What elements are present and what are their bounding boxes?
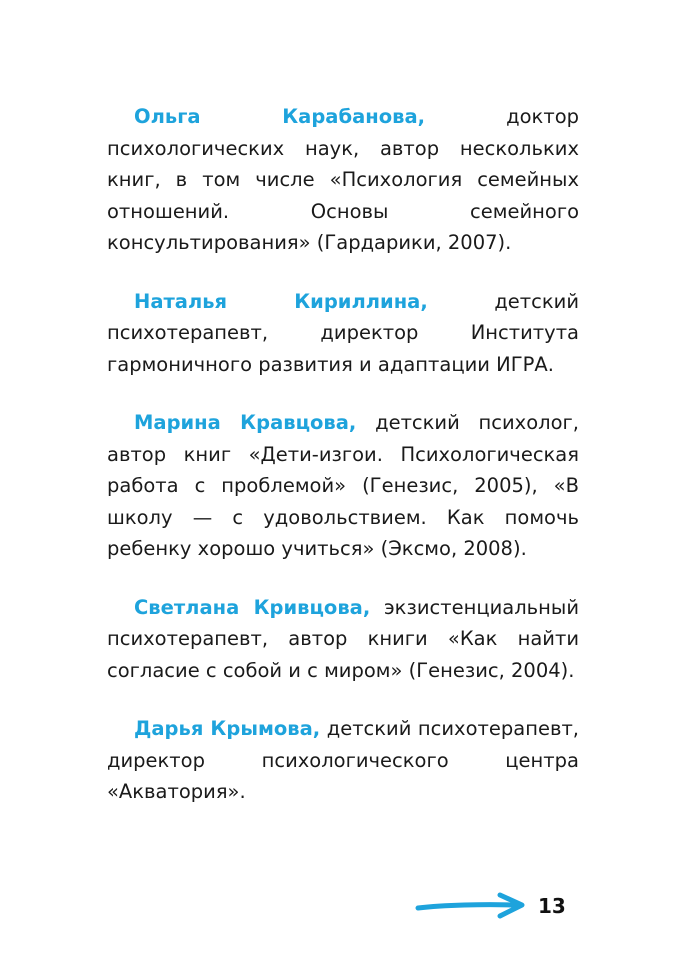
contributor-name: Марина Кравцова,: [134, 411, 357, 434]
contributor-entry: [107, 101, 579, 259]
contributors-list: [107, 101, 579, 835]
contributor-name: Дарья Крымова,: [134, 717, 321, 740]
contributor-description: детский психотерапевт, директор Института гармоничного развития и адаптации ИГРА.: [107, 289, 579, 376]
contributor-description: детский психотерапевт, директор психологического центра «Акватория».: [107, 717, 579, 803]
contributor-entry: [107, 407, 579, 565]
right-arrow-icon: [414, 891, 526, 921]
contributor-description: доктор психологических наук, автор нескольких книг, в том числе «Психология семейных отношений. Основы семейного консультирования» (Гардарики, 2007).: [107, 105, 579, 254]
contributor-entry: [107, 286, 579, 381]
page-number: 13: [538, 894, 566, 918]
contributor-name: Наталья Кириллина,: [134, 289, 428, 313]
contributor-entry: [107, 592, 579, 687]
contributor-entry: [107, 713, 579, 808]
contributor-description: детский психолог, автор книг «Дети-изгои. Психологическая работа с проблемой» (Генезис, 2005), «В школу — с удовольствием. Как помочь ребенку хорошо учиться» (Эксмо, 2008).: [107, 411, 579, 560]
contributor-name: Светлана Кривцова,: [134, 595, 371, 619]
contributor-description: экзистенциальный психотерапевт, автор книги «Как найти согласие с собой и с миром» (Генезис, 2004).: [107, 595, 579, 682]
contributor-name: Ольга Карабанова,: [134, 105, 426, 128]
